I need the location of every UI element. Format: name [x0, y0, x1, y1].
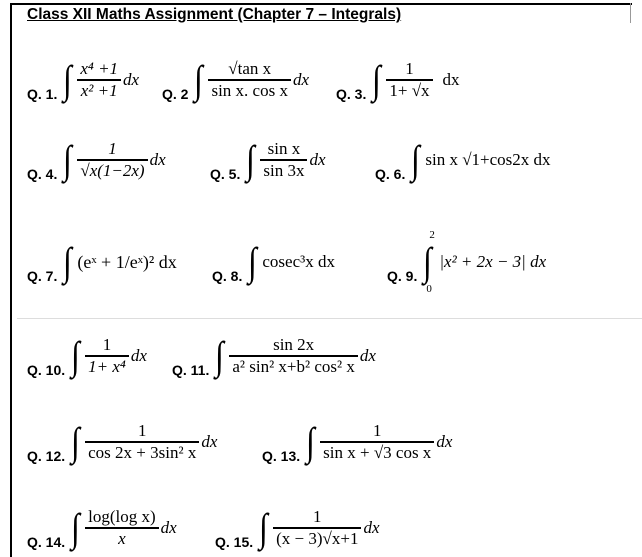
question-2	[162, 58, 309, 102]
numerator: x⁴ +1	[80, 59, 119, 79]
fraction	[85, 507, 159, 548]
integral-sign: ∫	[194, 57, 204, 102]
definite-integral	[423, 229, 439, 295]
numerator: 1	[372, 421, 382, 441]
expression: |x² + 2x − 3| dx	[439, 252, 547, 271]
question-label: Q. 7.	[27, 268, 58, 284]
question-8	[212, 240, 335, 284]
numerator: sin 2x	[273, 335, 315, 355]
dx: dx	[149, 150, 166, 169]
integral-sign: ∫	[63, 137, 73, 182]
integral-sign: ∫	[372, 57, 382, 102]
integral-sign: ∫	[63, 57, 73, 102]
denominator: 1+ √x	[389, 80, 430, 100]
numerator: log(log x)	[88, 507, 156, 527]
question-5	[210, 138, 326, 182]
numerator: 1	[108, 139, 117, 159]
denominator: (x − 3)√x+1	[276, 528, 359, 548]
numerator: √tan x	[228, 59, 272, 79]
upper-limit: 2	[429, 229, 435, 241]
question-label: Q. 1.	[27, 86, 58, 102]
dx: dx	[359, 346, 376, 365]
expression: cosec³x dx	[262, 252, 335, 271]
question-label: Q. 9.	[387, 268, 418, 284]
question-14	[27, 506, 177, 550]
question-label: Q. 13.	[262, 448, 301, 464]
denominator: sin x. cos x	[211, 80, 288, 100]
question-15	[215, 506, 380, 550]
lower-limit: 0	[426, 283, 432, 295]
question-7	[27, 240, 177, 284]
expression: sin x √1+cos2x dx	[425, 150, 551, 169]
integral-sign: ∫	[259, 505, 268, 550]
question-6	[375, 138, 551, 182]
fraction	[208, 59, 291, 100]
integral-sign: ∫	[215, 333, 225, 378]
page-title: Class XII Maths Assignment (Chapter 7 – Integrals)	[27, 6, 402, 23]
denominator: cos 2x + 3sin² x	[88, 442, 197, 462]
integral-sign: ∫	[306, 419, 315, 464]
numerator: 1	[137, 421, 147, 441]
question-12	[27, 420, 217, 464]
dx: dx	[363, 518, 380, 537]
border	[10, 3, 632, 5]
denominator: x	[118, 528, 126, 548]
integral-sign: ∫	[411, 137, 421, 182]
expression: (eˣ + 1/eˣ)² dx	[77, 251, 177, 272]
fraction	[85, 335, 129, 376]
dx: dx	[130, 346, 147, 365]
dx: dx	[160, 518, 177, 537]
dx: dx	[123, 70, 140, 89]
fraction	[77, 59, 121, 100]
dx: dx	[201, 432, 218, 451]
question-label: Q. 10.	[27, 362, 66, 378]
question-10	[27, 334, 147, 378]
question-label: Q. 5.	[210, 166, 241, 182]
fraction	[85, 421, 199, 462]
integral-sign: ∫	[246, 137, 256, 182]
question-3	[336, 58, 460, 102]
question-13	[262, 420, 452, 464]
question-label: Q. 14.	[27, 534, 66, 550]
denominator: sin x + √3 cos x	[323, 442, 432, 462]
border	[10, 3, 12, 557]
fraction	[229, 335, 358, 376]
integral-sign: ∫	[423, 239, 433, 284]
fraction	[260, 139, 307, 180]
fraction	[77, 139, 147, 180]
integral-sign: ∫	[248, 239, 258, 284]
divider	[17, 318, 642, 319]
fraction	[320, 421, 434, 462]
fraction	[273, 507, 361, 548]
numerator: 1	[405, 59, 414, 79]
dx: dx	[309, 150, 326, 169]
border	[630, 3, 631, 23]
denominator: 1+ x⁴	[88, 356, 126, 376]
question-label: Q. 3.	[336, 86, 367, 102]
dx: dx	[436, 432, 453, 451]
numerator: 1	[313, 507, 322, 527]
denominator: a² sin² x+b² cos² x	[232, 356, 355, 376]
denominator: √x(1−2x)	[80, 160, 145, 180]
dx: dx	[442, 70, 460, 89]
question-label: Q. 6.	[375, 166, 406, 182]
denominator: sin 3x	[263, 160, 305, 180]
numerator: sin x	[267, 139, 301, 159]
integral-sign: ∫	[71, 419, 80, 464]
question-label: Q. 12.	[27, 448, 66, 464]
integral-sign: ∫	[63, 239, 73, 284]
numerator: 1	[102, 335, 112, 355]
question-label: Q. 4.	[27, 166, 58, 182]
integral-sign: ∫	[71, 505, 80, 550]
question-9	[387, 229, 547, 295]
integral-sign: ∫	[71, 333, 80, 378]
question-4	[27, 138, 166, 182]
question-label: Q. 8.	[212, 268, 243, 284]
denominator: x² +1	[80, 80, 118, 100]
question-11	[172, 334, 376, 378]
dx: dx	[292, 70, 310, 89]
question-1	[27, 58, 139, 102]
question-label: Q. 2	[162, 86, 189, 102]
question-label: Q. 15.	[215, 534, 254, 550]
question-label: Q. 11.	[172, 362, 210, 378]
fraction	[386, 59, 432, 100]
